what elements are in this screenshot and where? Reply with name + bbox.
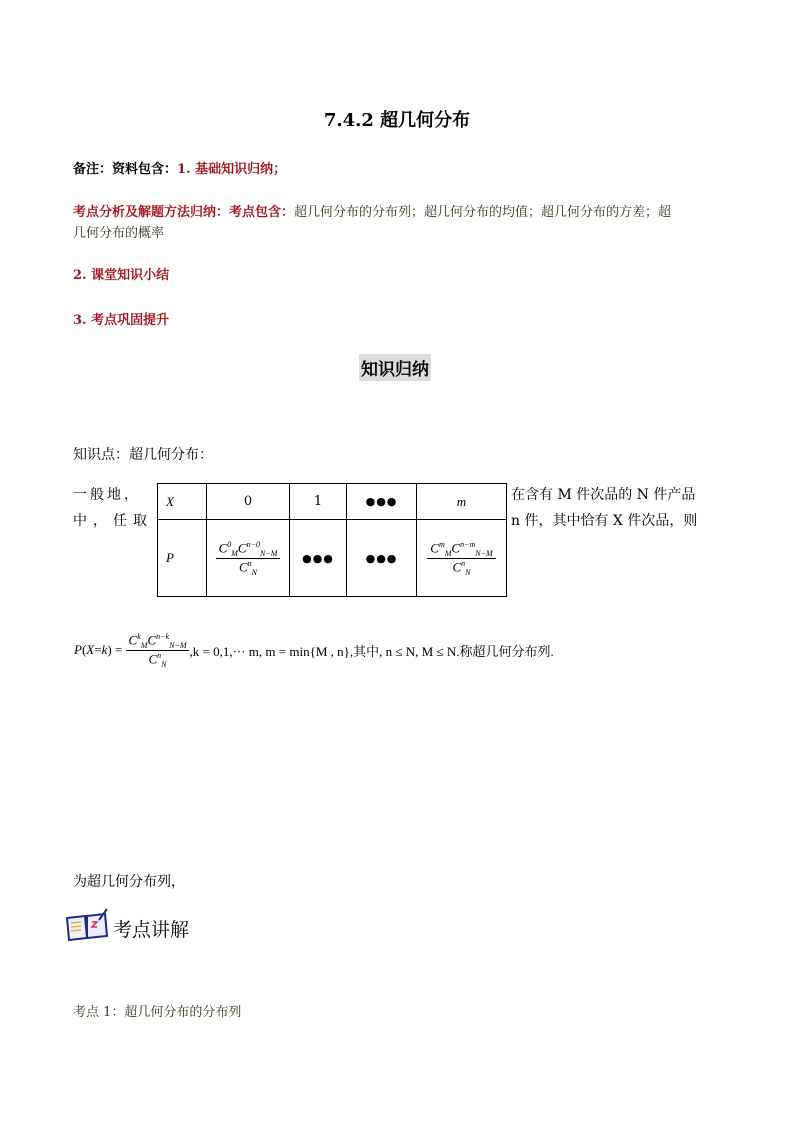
cell-dots: ●●●: [290, 520, 347, 597]
note-label: 备注：资料包含：: [73, 162, 178, 177]
page-title: 7.4.2 超几何分布: [323, 110, 471, 131]
section-heading-explanation: 考点讲解: [113, 919, 190, 941]
section-heading-knowledge: 知识归纳: [359, 354, 431, 381]
kaodian-1-heading: 考点 1：超几何分布的分布列: [73, 1005, 242, 1020]
note-item1: 1. 基础知识归纳；: [177, 162, 287, 177]
tail-text: 为超几何分布列，: [73, 874, 185, 890]
left-text-2: 中，任取: [73, 513, 153, 529]
item-2: 2. 课堂知识小结: [73, 268, 170, 283]
cell-dots: ●●●: [347, 520, 417, 597]
pmf-formula: P ( X = k ) = $\frac{C^k_MC^{n-k}_{N-M}}{C^n_N}$ ,k = 0,1,··· m, m = min{M , n},其中, n ≤ N, M ≤ N.称超几何分布列.: [74, 632, 554, 669]
cell-p0: $\frac{C^0_MC^{n-0}_{N-M}}{C^n_N}$: [207, 520, 290, 597]
left-text-1: 一般地，: [73, 487, 141, 503]
table-row: [158, 520, 507, 597]
right-text-1: 在含有 M 件次品的 N 件产品: [511, 487, 696, 503]
formula-text: ,k = 0,1,··· m, m = min{M , n},其中, n ≤ N, M ≤ N.称超几何分布列.: [189, 643, 554, 659]
table-row: [158, 484, 507, 520]
cell-pm: $\frac{C^m_MC^{n-m}_{N-M}}{C^n_N}$: [417, 520, 507, 597]
analysis-line: [73, 201, 671, 220]
cell-p: P: [166, 550, 174, 565]
analysis-label: 考点分析及解题方法归纳：考点包含：: [73, 205, 295, 220]
cell-0: 0: [207, 484, 290, 520]
note-line: [73, 158, 286, 177]
analysis-content: 超几何分布的分布列；超几何分布的均值；超几何分布的方差；超: [294, 205, 672, 220]
cell-1: 1: [290, 484, 347, 520]
cell-x: X: [166, 493, 174, 509]
open-book-icon: [65, 908, 109, 944]
knowledge-point-label: 知识点：超几何分布：: [73, 447, 213, 463]
right-text-2: n 件，其中恰有 X 件次品，则: [511, 513, 698, 529]
cell-m: m: [456, 493, 467, 509]
distribution-table: [157, 483, 507, 597]
analysis-content-2: 几何分布的概率: [73, 226, 165, 241]
cell-dots: ●●●: [347, 484, 417, 520]
item-3: 3. 考点巩固提升: [73, 313, 170, 328]
